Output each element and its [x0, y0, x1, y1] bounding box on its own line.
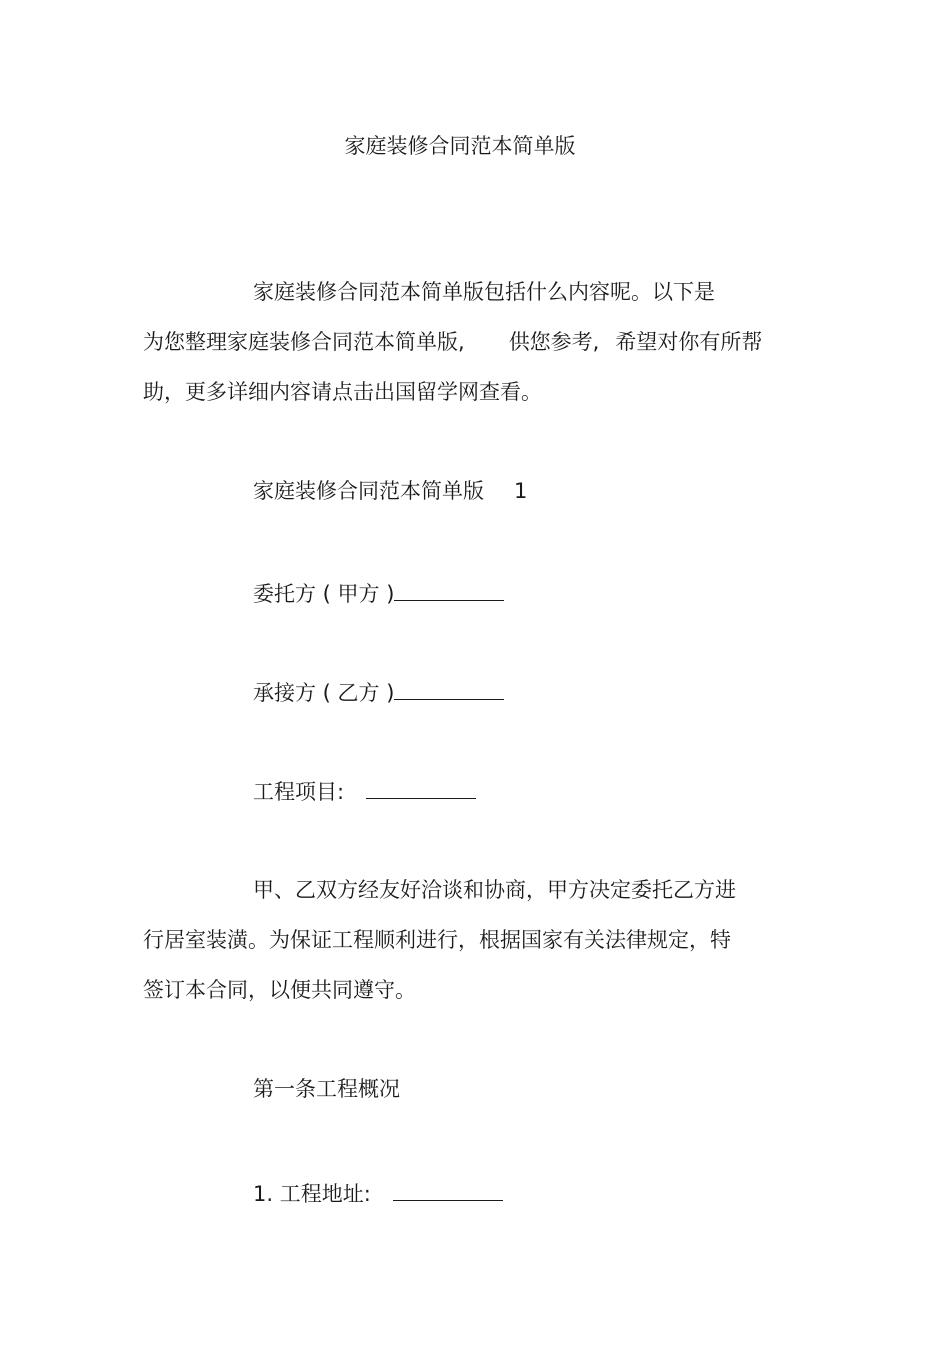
- project-address-blank[interactable]: [393, 1178, 503, 1201]
- project-field: [253, 776, 476, 806]
- project-address-label: 1. 工程地址:: [253, 1182, 371, 1206]
- intro-line-2: [143, 328, 762, 356]
- party-b-blank[interactable]: [394, 677, 504, 700]
- section-title-number: 1: [514, 479, 528, 503]
- agreement-line-2: 行居室装潢。为保证工程顺利进行，根据国家有关法律规定，特: [143, 928, 731, 952]
- party-b-field: [253, 677, 504, 707]
- party-a-field: [253, 578, 504, 608]
- agreement-line-3: 签订本合同，以便共同遵守。: [143, 978, 416, 1002]
- project-label: 工程项目:: [253, 780, 345, 804]
- party-a-blank[interactable]: [394, 578, 504, 601]
- agreement-line-1: 甲、乙双方经友好洽谈和协商，甲方决定委托乙方进: [253, 878, 736, 902]
- party-a-label: 委托方 ( 甲方 ): [253, 582, 395, 606]
- intro-line-3: 助，更多详细内容请点击出国留学网查看。: [143, 380, 542, 404]
- intro-line-2-part-2: 供您参考,: [508, 330, 600, 354]
- intro-line-2-part-3: 希望对你有所帮: [615, 330, 763, 354]
- intro-line-1: 家庭装修合同范本简单版包括什么内容呢。以下是: [253, 280, 715, 304]
- article-1-heading: 第一条工程概况: [253, 1077, 400, 1101]
- section-title: [253, 477, 527, 505]
- intro-line-2-part-1: 为您整理家庭装修合同范本简单版,: [143, 330, 465, 354]
- party-b-label: 承接方 ( 乙方 ): [253, 681, 395, 705]
- project-blank[interactable]: [366, 776, 476, 799]
- article-1-item-1: [253, 1178, 503, 1208]
- document-title: 家庭装修合同范本简单版: [344, 134, 576, 158]
- section-title-text: 家庭装修合同范本简单版: [253, 479, 484, 503]
